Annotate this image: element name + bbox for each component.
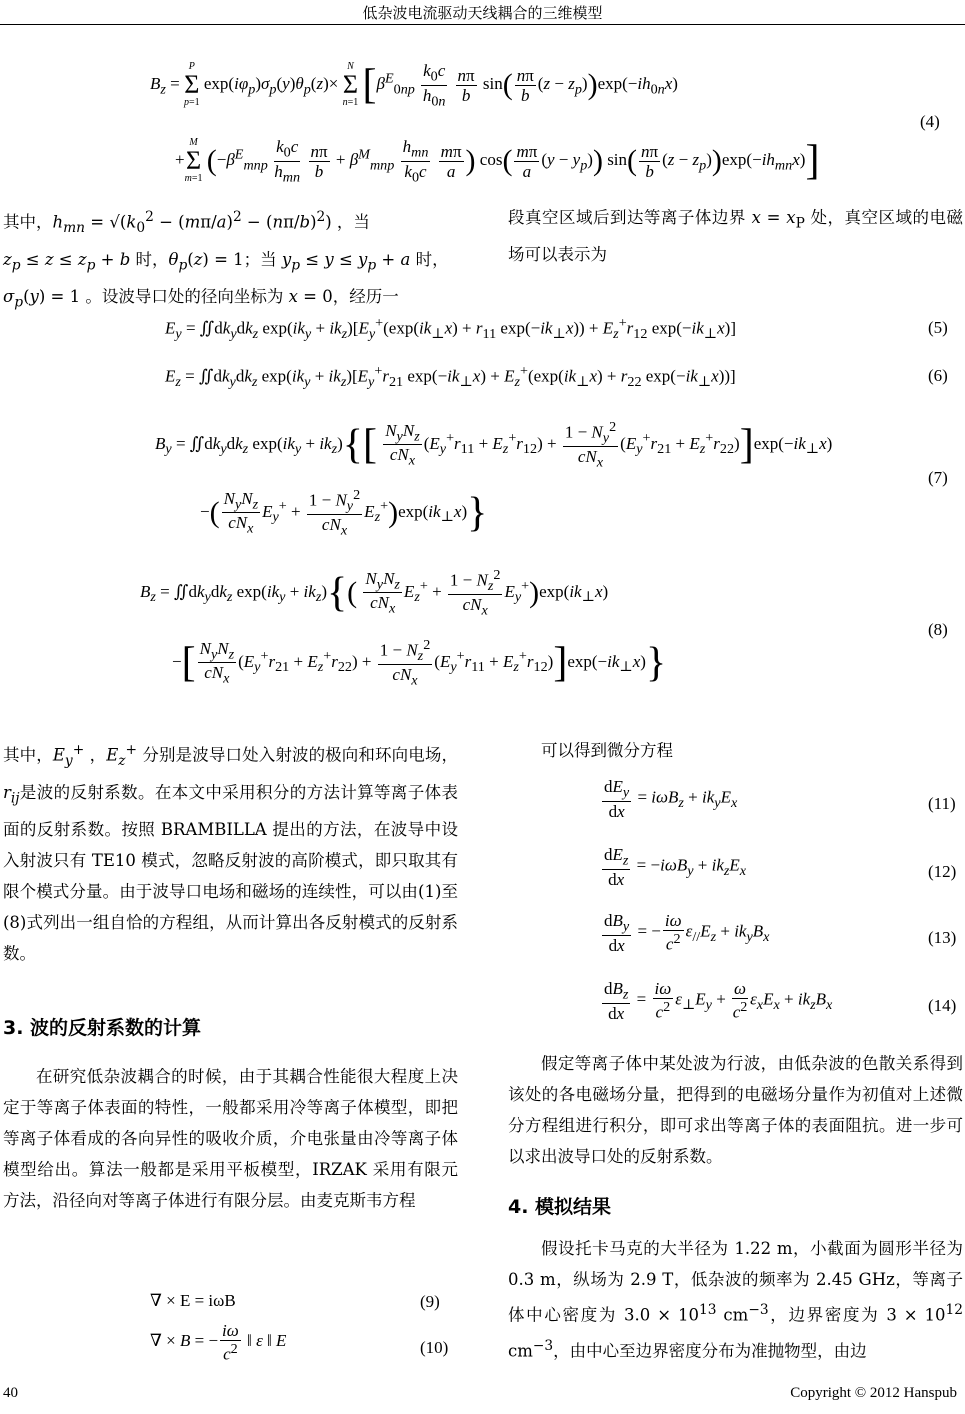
equation-10-number: (10) [420, 1338, 449, 1357]
equation-14-number: (14) [928, 996, 957, 1015]
paragraph-differential-intro [508, 735, 963, 766]
paragraph-integration-text: 假定等离子体中某处波为行波，由低杂波的色散关系得到该处的各电磁场分量，把得到的电磁场分量作为初值对上述微分方程组进行积分，即可求出等离子体的表面阻抗。进一步可以求出波导口处的反射系数。 [508, 1054, 963, 1166]
equation-9: ∇ × E = iωB [150, 1291, 236, 1310]
section-3-heading: 3. 波的反射系数的计算 [3, 1017, 202, 1039]
equation-12-number: (12) [928, 862, 957, 881]
equation-11: $\frac{dE_y}{dx}$ = $i\omega B_z + ik_yE_x$ [604, 777, 738, 821]
intro-paragraph-right: 段真空区域后到达等离子体边界 $x = x_P$ 处，真空区域的电磁场可以表示为 [508, 208, 963, 265]
paragraph-simulation: 假设托卡马克的大半径为 1.22 m，小截面为圆形半径为 0.3 m，纵场为 2.9 T，低杂波的频率为 2.45 GHz，等离子体中心密度为 $3.0 \times 10^{13}$ $cm^{-3}$，边界密度为 $3 \times 10^{12}$ $cm^{-3}$，由中心至边界密度分布为准抛物型，由边 [508, 1239, 964, 1360]
equation-6-number: (6) [928, 366, 948, 385]
equation-6: $E_z$ = $∬dk_ydk_z$ $\exp(ik_y + ik_z)[E_y^+r_{21}$ $\exp(-ik_\perp x) + E_z^+(\exp(ik_\perp x) + r_{22}$ $\exp(-ik_\perp x)$)] [165, 363, 736, 391]
paragraph-reflection-intro: 其中，$E_y^+$ ，$E_z^+$ 分别是波导口处入射波的极向和环向电场，$r_{ij}$是波的反射系数。在本文中采用积分的方法计算等离子体表面的反射系数。按照 BRAMBILLA 提出的方法，在波导中设入射波只有 TE10 模式，忽略反射波的高阶模式，即只取其有限个模式分量。由于波导口电场和磁场的连续性，可以由(1)至(8)式列出一组自恰的方程组，从而计算出各反射模式的反射系数。 [3, 742, 459, 964]
equation-13: $\frac{dB_y}{dx}$ = − $\frac{i\omega}{c^2}$ $\varepsilon_{//}E_z + ik_yB_x$ [604, 911, 770, 955]
header-rule [0, 24, 965, 25]
intro-paragraph-left: 其中，$h_{mn} = √(k_0^2 - (m\pi/a)^2 - (n\pi/b)^2)$ ，当 $z_p \le z \le z_p + b$ 时，$\theta_p(z) = 1$；当 $y_p \le y \le y_p + a$ 时， $\sigma_p(y) = 1$ 。设波导口处的径向坐标为 x = 0，经历一 [3, 209, 449, 311]
equation-11-number: (11) [928, 794, 956, 813]
equation-4-line-1: $B_z = P$ Σ p=1 $\exp(i\varphi_p)\sigma_p(y)\theta_p(z)\times N$ Σ n=1 [$\beta^E_{0np}$ $\frac{k_0c}{h_{0n}}$ $\frac{n\pi}{b}$ sin( $\frac{n\pi}{b}$ $(z - z_p))\exp(-ih_{0n}x)$ [150, 61, 678, 109]
equation-8-number: (8) [928, 620, 948, 639]
equation-10: ∇ × B = − $\frac{i\omega}{c^2}$ ‖ ε ‖ E [150, 1321, 287, 1364]
equation-5: $E_y$ = $∬dk_ydk_z$ $\exp(ik_y + ik_z)[E_y^+(\exp(ik_\perp x) + r_{11}$ $\exp(-ik_\perp x)) + E_z^+r_{12}$ $\exp(-ik_\perp x)$] [165, 315, 736, 343]
equation-13-number: (13) [928, 928, 957, 947]
equation-4-number: (4) [920, 112, 940, 131]
equation-7-number: (7) [928, 468, 948, 487]
equation-8-line-2: −[ $\frac{N_yN_z}{cN_x}$ $(E_y^+r_{21} + E_z^+r_{22})$ + $\frac{1 - N_z^2}{cN_x}$ $(E_y^+r_{11} + E_z^+r_{12})]\exp(-ik_\perp x)$} [172, 637, 667, 689]
equation-8-line-1: $B_z$ = $∬dk_ydk_z$ $\exp(ik_y + ik_z)${( $\frac{N_yN_z}{cN_x}$ $E_z^+$ + $\frac{1 - N_z^2}{cN_x}$ $E_y^+)\exp(ik_\perp x)$ [140, 567, 609, 619]
equation-9-number: (9) [420, 1292, 440, 1311]
equation-7-line-1: $B_y$ = $∬dk_ydk_z$ $\exp(ik_y + ik_z)${[ $\frac{N_yN_z}{cN_x}$ $(E_y^+r_{11} + E_z^+r_{12})$ + $\frac{1 - N_y^2}{cN_x}$ $(E_y^+r_{21} + E_z^+r_{22})]\exp(-ik_\perp x)$ [155, 419, 833, 471]
paragraph-section-3 [3, 1061, 458, 1216]
paragraph-integration [508, 1048, 963, 1172]
copyright-notice: Copyright © 2012 Hanspub [790, 1385, 957, 1401]
equation-7-line-2: −( $\frac{N_yN_z}{cN_x}$ $E_y^+$ + $\frac{1 - N_y^2}{cN_x}$ $E_z^+)\exp(ik_\perp x)$} [200, 487, 488, 539]
page-number: 40 [3, 1385, 18, 1401]
equation-12: $\frac{dE_z}{dx}$ = $-i\omega B_y + ik_zE_x$ [604, 845, 747, 889]
paragraph-differential-intro-text: 可以得到微分方程 [541, 741, 673, 760]
running-header: 低杂波电流驱动天线耦合的三维模型 [362, 4, 603, 22]
paragraph-section-3-text: 在研究低杂波耦合的时候，由于其耦合性能很大程度上决定于等离子体表面的特性，一般都采用冷等离子体模型，即把等离子体看成的各向异性的吸收介质，介电张量由冷等离子体模型给出。算法一般都是采用平板模型，IRZAK 采用有限元方法，沿径向对等离子体进行有限分层。由麦克斯韦方程 [3, 1067, 458, 1210]
section-4-heading: 4. 模拟结果 [508, 1196, 612, 1218]
equation-14: $\frac{dB_z}{dx}$ = $\frac{i\omega}{c^2}$ $\varepsilon_\perp E_y$ + $\frac{\omega}{c^2}$ $\varepsilon_xE_x + ik_zB_x$ [604, 979, 833, 1023]
equation-4-line-2: +M Σ m=1 ($-\beta^E_{mnp}$ $\frac{k_0c}{h_{mn}}$ $\frac{n\pi}{b}$ + $\beta^M_{mnp}$ $\frac{h_{mn}}{k_0c}$ $\frac{m\pi}{a}$ ) cos( $\frac{m\pi}{a}$ $(y - y_p)$) sin( $\frac{n\pi}{b}$ $(z - z_p))\exp(-ih_{mn}x)$] [175, 137, 820, 185]
equation-5-number: (5) [928, 318, 948, 337]
